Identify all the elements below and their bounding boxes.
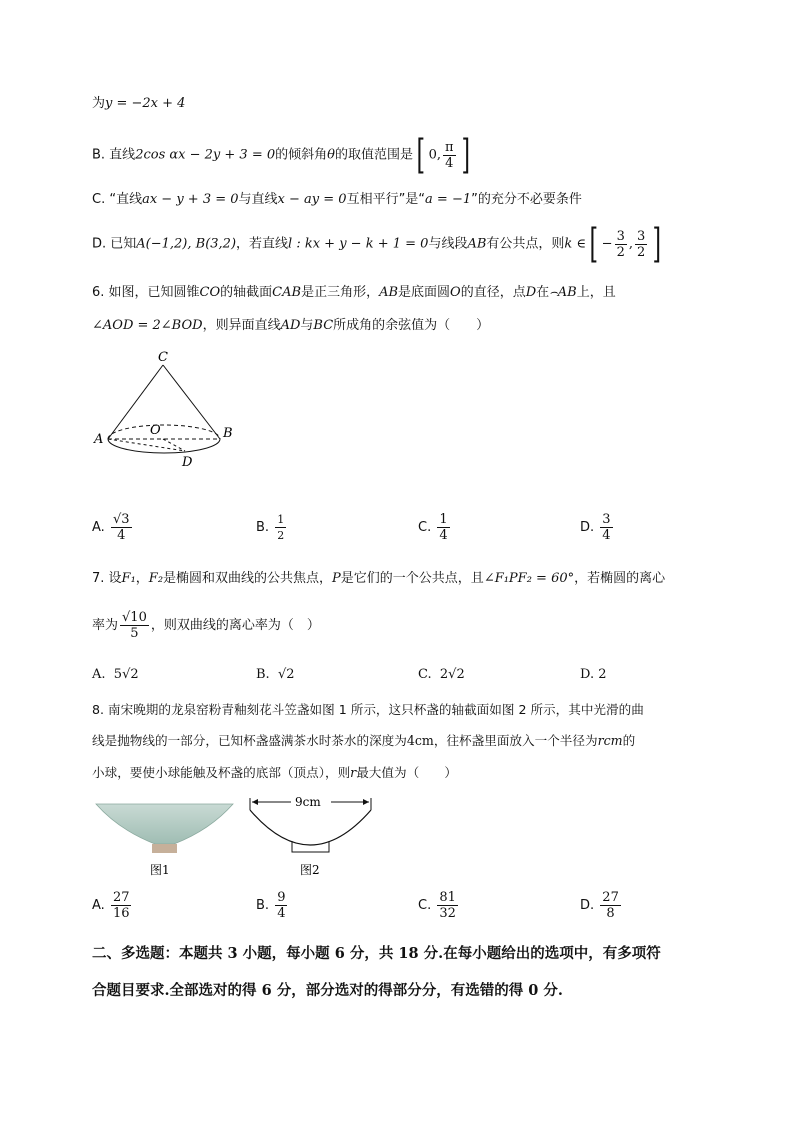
- label-d: D: [182, 455, 193, 470]
- arrow-left-icon: [252, 799, 258, 805]
- base-front-arc: [108, 439, 220, 453]
- q8-option-b: B. $\frac{9}{4}$: [256, 890, 286, 921]
- label-o: O: [150, 423, 161, 438]
- q7-option-c: C. 2√2: [418, 667, 465, 682]
- q8-line-1: 8. 南宋晚期的龙泉窑粉青釉刻花斗笠盏如图 1 所示，这只杯盏的轴截面如图 2 所示，其中光滑的曲: [92, 702, 644, 717]
- label-c: C: [158, 350, 168, 365]
- bowl-photo: [92, 800, 237, 880]
- q8-line-2: 线是抛物线的一部分，已知杯盏盛满茶水时茶水的深度为4cm，往杯盏里面放入一个半径为rcm的: [92, 733, 636, 748]
- right-bracket: ]: [461, 132, 470, 178]
- parabola-curve: [250, 810, 371, 845]
- line-equation: y = −2x + 4: [105, 96, 186, 111]
- q6-option-d: D. $\frac{3}{4}$: [580, 512, 611, 543]
- cone-edge-cb: [163, 365, 220, 439]
- q6-option-c: C. $\frac{1}{4}$: [418, 512, 448, 543]
- width-label: 9cm: [295, 795, 321, 809]
- q5-option-c: C. “直线ax − y + 3 = 0与直线x − ay = 0互相平行”是“a = −1”的充分不必要条件: [92, 192, 582, 207]
- left-bracket: [: [416, 132, 426, 178]
- arrow-right-icon: [363, 799, 369, 805]
- q6-line-2: ∠AOD = 2∠BOD，则异面直线AD与BC所成角的余弦值为（ ）: [92, 318, 490, 333]
- label-a: A: [94, 432, 104, 447]
- q8-option-d: D. $\frac{27}{8}$: [580, 890, 619, 921]
- label-b: B: [223, 426, 233, 441]
- q6-line-1: 6. 如图，已知圆锥CO的轴截面CAB是正三角形，AB是底面圆O的直径，点D在⌢AB上，且: [92, 285, 616, 300]
- cone-figure: [90, 345, 250, 505]
- fig2-caption: 图2: [300, 863, 320, 877]
- q8-line-3: 小球，要使小球能触及杯盏的底部（顶点），则r最大值为（ ）: [92, 765, 457, 780]
- fig1-caption: 图1: [150, 863, 170, 877]
- q6-option-a: A. $\frac{√3}{4}$: [92, 512, 130, 543]
- bowl-body: [96, 804, 233, 844]
- top-line: 为y = −2x + 4: [92, 96, 186, 111]
- q5-option-b: B. 直线2cos αx − 2y + 3 = 0的倾斜角θ的取值范围是[ 0, $\frac{\pi}{4}$ ]: [92, 132, 470, 178]
- bowl-base: [292, 841, 329, 852]
- q7-option-b: B. √2: [256, 667, 295, 682]
- base-back-arc: [108, 425, 220, 439]
- section-2-line-2: 合题目要求.全部选对的得 6 分，部分选对的得部分分，有选错的得 0 分.: [92, 982, 563, 999]
- q7-option-d: D. 2: [580, 667, 607, 682]
- q7-option-a: A. 5√2: [92, 667, 139, 682]
- q8-option-c: C. $\frac{81}{32}$: [418, 890, 456, 921]
- q7-line-1: 7. 设F₁，F₂是椭圆和双曲线的公共焦点，P是它们的一个公共点，且∠F₁PF₂ = 60°，若椭圆的离心: [92, 571, 666, 586]
- section-2-line-1: 二、多选题：本题共 3 小题，每小题 6 分，共 18 分.在每小题给出的选项中，有多项符: [92, 945, 661, 962]
- cross-section-figure: [243, 790, 383, 882]
- q6-option-b: B. $\frac{1}{2}$: [256, 513, 285, 542]
- pi-over-4: $\frac{\pi}{4}$: [444, 139, 454, 171]
- q5-option-d: D. 已知A(−1,2), B(3,2)，若直线l : kx + y − k + 1 = 0与线段AB有公共点，则k ∈[ − $\frac{3}{2}$ , $\frac{3}{2}$ ]: [92, 221, 662, 267]
- q5b-formula: 2cos αx − 2y + 3 = 0: [135, 147, 276, 163]
- q8-option-a: A. $\frac{27}{16}$: [92, 890, 130, 921]
- bowl-foot: [152, 844, 177, 853]
- q7-line-2: 率为 $\frac{√10}{5}$ ，则双曲线的离心率为（ ）: [92, 610, 320, 641]
